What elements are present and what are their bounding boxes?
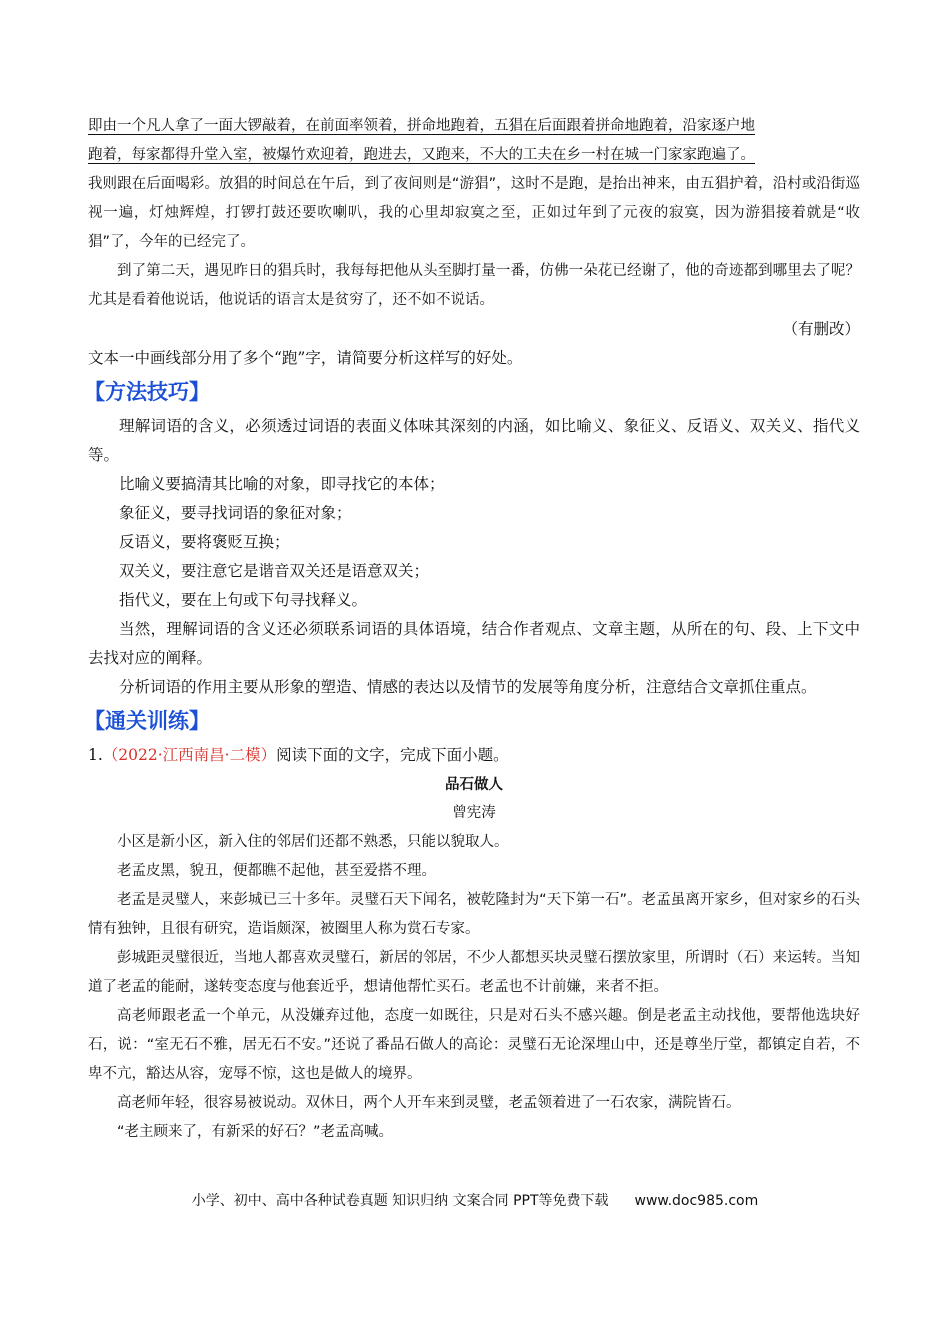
exercise-number: 1. (88, 746, 103, 764)
method-paragraph: 分析词语的作用主要从形象的塑造、情感的表达以及情节的发展等角度分析，注意结合文章抓住重点。 (119, 678, 817, 696)
edit-note: （有删改） (782, 320, 860, 338)
article-paragraph: 高老师年轻，很容易被说动。双休日，两个人开车来到灵璧，老孟领着进了一石农家，满院皆石。 (117, 1095, 741, 1111)
exercise-source: （2022·江西南昌·二模） (102, 746, 277, 764)
article-paragraph: 高老师跟老孟一个单元，从没嫌弃过他，态度一如既往，只是对石头不感兴趣。倒是老孟主动找他，要帮他选块好石，说：“室无石不雅，居无石不安。”还说了番品石做人的高论：灵璧石无论深埋山中，还是尊坐厅堂，都镇定自若，不卑不亢，豁达从容，宠辱不惊，这也是做人的境界。 (88, 1008, 860, 1082)
method-paragraph: 象征义，要寻找词语的象征对象； (119, 504, 352, 522)
exercise-intro (88, 741, 860, 770)
article-author: 曾宪涛 (452, 805, 496, 821)
passage-paragraph: 我则跟在后面喝彩。放猖的时间总在午后，到了夜间则是“游猖”，这时不是跑，是抬出神来，由五猖护着，沿村或沿街巡视一遍，灯烛辉煌，打锣打鼓还要吹喇叭，我的心里却寂寞之至，正如过年到了元夜的寂寞，因为游猖接着就是“收猖”了，今年的已经完了。 (88, 176, 860, 250)
footer-text: 小学、初中、高中各种试卷真题 知识归纳 文案合同 PPT等免费下载 (191, 1193, 609, 1209)
article-paragraph: 老孟是灵璧人，来彭城已三十多年。灵璧石天下闻名，被乾隆封为“天下第一石”。老孟虽离开家乡，但对家乡的石头情有独钟，且很有研究，造诣颇深，被圈里人称为赏石专家。 (88, 892, 860, 937)
document-page (84, 112, 860, 1147)
page-footer (0, 1190, 950, 1210)
article-paragraph: “老主顾来了，有新采的好石？”老孟高喊。 (117, 1124, 394, 1140)
training-heading: 【通关训练】 (84, 708, 210, 733)
footer-website-link[interactable]: www.doc985.com (634, 1193, 759, 1209)
method-heading: 【方法技巧】 (84, 379, 210, 404)
method-paragraph: 比喻义要搞清其比喻的对象，即寻找它的本体； (119, 475, 445, 493)
method-paragraph: 理解词语的含义，必须透过词语的表面义体味其深刻的内涵，如比喻义、象征义、反语义、双关义、指代义等。 (88, 417, 860, 464)
exercise-instruction: 阅读下面的文字，完成下面小题。 (276, 746, 509, 764)
article-paragraph: 彭城距灵璧很近，当地人都喜欢灵璧石，新居的邻居，不少人都想买块灵璧石摆放家里，所谓时（石）来运转。当知道了老孟的能耐，遂转变态度与他套近乎，想请他帮忙买石。老孟也不计前嫌，来者不拒。 (88, 950, 860, 995)
passage-paragraph: 到了第二天，遇见昨日的猖兵时，我每每把他从头至脚打量一番，仿佛一朵花已经谢了，他的奇迹都到哪里去了呢？尤其是看着他说话，他说话的语言太是贫穷了，还不如不说话。 (88, 263, 860, 308)
method-paragraph: 反语义，要将褒贬互换； (119, 533, 290, 551)
question-text: 文本一中画线部分用了多个“跑”字，请简要分析这样写的好处。 (88, 349, 523, 367)
underlined-passage-line-1: 即由一个凡人拿了一面大锣敲着，在前面率领着，拼命地跑着，五猖在后面跟着拼命地跑着，沿家逐户地 (88, 118, 755, 134)
method-paragraph: 双关义，要注意它是谐音双关还是语意双关； (119, 562, 430, 580)
underlined-passage-line-2: 跑着，每家都得升堂入室，被爆竹欢迎着，跑进去，又跑来，不大的工夫在乡一村在城一门家家跑遍了。 (88, 147, 755, 163)
article-title: 品石做人 (445, 776, 503, 793)
method-paragraph: 当然，理解词语的含义还必须联系词语的具体语境，结合作者观点、文章主题，从所在的句、段、上下文中去找对应的阐释。 (88, 620, 860, 667)
article-paragraph: 老孟皮黑，貌丑，便都瞧不起他，甚至爱搭不理。 (117, 863, 436, 879)
method-paragraph: 指代义，要在上句或下句寻找释义。 (119, 591, 368, 609)
article-paragraph: 小区是新小区，新入住的邻居们还都不熟悉，只能以貌取人。 (117, 834, 509, 850)
